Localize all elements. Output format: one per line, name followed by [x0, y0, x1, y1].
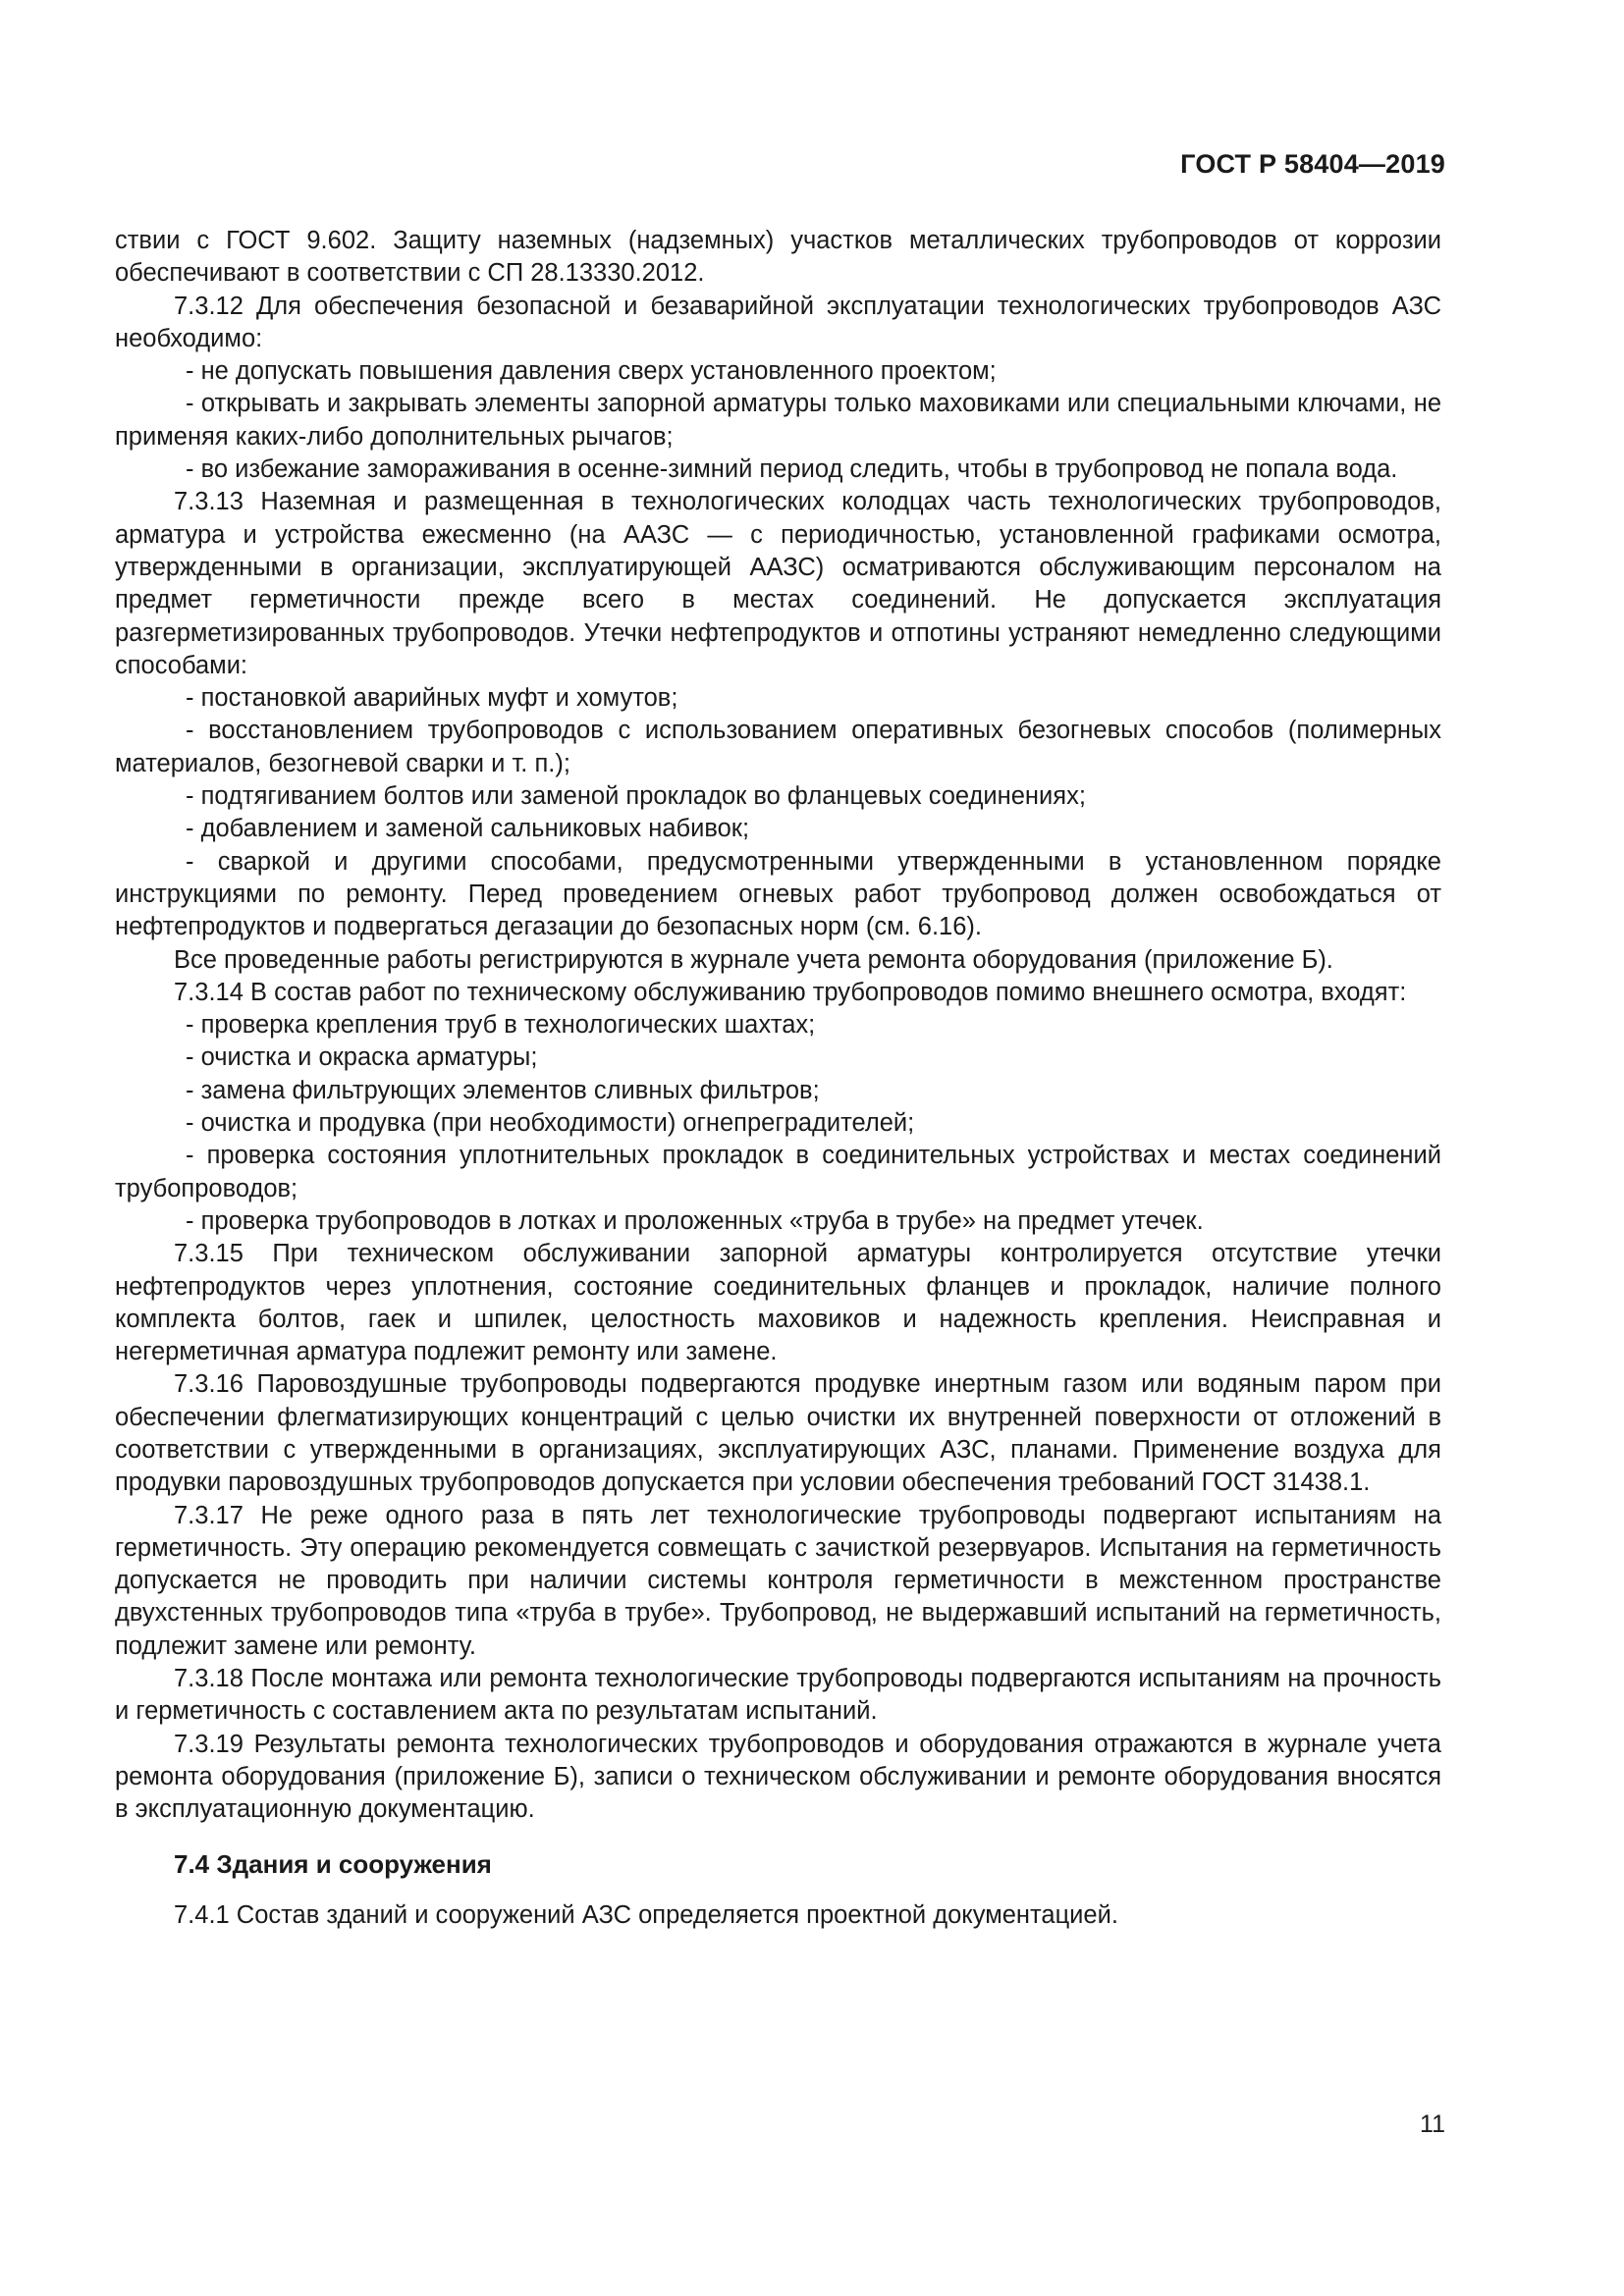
list-item: - восстановлением трубопроводов с использованием оперативных безогневых способов (полимерных материалов, безогневой сварки и т. п.); [115, 717, 1441, 777]
section-heading: 7.4 Здания и сооружения [174, 1848, 492, 1879]
list-item: - открывать и закрывать элементы запорной арматуры только маховиками или специальными ключами, не применяя каких-либо дополнительных рычагов; [115, 390, 1441, 451]
list-item: - проверка крепления труб в технологических шахтах; [186, 1011, 816, 1040]
document-body [115, 225, 1441, 1932]
clause-7-3-13: 7.3.13 Наземная и размещенная в технологических колодцах часть технологических трубопроводов, арматура и устройства ежесменно (на ААЗС — с периодичностью, установленной графиками осмотра, утвержденными в организации, эксплуатирующей ААЗС) осматриваются обслуживающим персоналом на предмет герметичности прежде всего в местах соединений. Не допускается эксплуатация разгерметизированных трубопроводов. Утечки нефтепродуктов и отпотины устраняют немедленно следующими способами: [115, 488, 1441, 679]
paragraph-continuation: ствии с ГОСТ 9.602. Защиту наземных (надземных) участков металлических трубопроводов от коррозии обеспечивают в соответствии с СП 28.13330.2012. [115, 227, 1441, 288]
clause-7-3-18: 7.3.18 После монтажа или ремонта технологические трубопроводы подвергаются испытаниям на прочность и герметичность с составлением акта по результатам испытаний. [115, 1665, 1441, 1726]
document-header: ГОСТ Р 58404—2019 [1180, 149, 1445, 179]
clause-7-3-17: 7.3.17 Не реже одного раза в пять лет технологические трубопроводы подвергают испытаниям на герметичность. Эту операцию рекомендуется совмещать с зачисткой резервуаров. Испытания на герметичность допускается не проводить при наличии системы контроля герметичности в межстенном пространстве двухстенных трубопроводов типа «труба в трубе». Трубопровод, не выдержавший испытаний на герметичность, подлежит замене или ремонту. [115, 1501, 1441, 1660]
list-item: - постановкой аварийных муфт и хомутов; [186, 684, 678, 713]
list-item: - сваркой и другими способами, предусмотренными утвержденными в установленном порядке инструкциями по ремонту. Перед проведением огневых работ трубопровод должен освобождаться от нефтепродуктов и подвергаться дегазации до безопасных норм (см. 6.16). [115, 847, 1441, 941]
clause-7-3-19: 7.3.19 Результаты ремонта технологических трубопроводов и оборудования отражаются в журнале учета ремонта оборудования (приложение Б), записи о техническом обслуживании и ремонте оборудования вносятся в эксплуатационную документацию. [115, 1730, 1441, 1824]
clause-7-4-1: 7.4.1 Состав зданий и сооружений АЗС определяется проектной документацией. [174, 1900, 1118, 1929]
clause-7-3-16: 7.3.16 Паровоздушные трубопроводы подвергаются продувке инертным газом или водяным паром при обеспечении флегматизирующих концентраций с целью очистки их внутренней поверхности от отложений в соответствии с утвержденными в организациях, эксплуатирующих АЗС, планами. Применение воздуха для продувки паровоздушных трубопроводов допускается при условии обеспечения требований ГОСТ 31438.1. [115, 1370, 1441, 1497]
list-item: - очистка и продувка (при необходимости) огнепреградителей; [186, 1109, 915, 1138]
page-number: 11 [1420, 2110, 1445, 2138]
list-item: - проверка состояния уплотнительных прокладок в соединительных устройствах и местах соединений трубопроводов; [115, 1142, 1441, 1202]
list-item: - добавлением и заменой сальниковых набивок; [186, 815, 750, 843]
clause-7-3-15: 7.3.15 При техническом обслуживании запорной арматуры контролируется отсутствие утечки нефтепродуктов через уплотнения, состояние соединительных фланцев и прокладок, наличие полного комплекта болтов, гаек и шпилек, целостность маховиков и надежность крепления. Неисправная и негерметичная арматура подлежит ремонту или замене. [115, 1240, 1441, 1366]
clause-7-3-12: 7.3.12 Для обеспечения безопасной и безаварийной эксплуатации технологических трубопроводов АЗС необходимо: [115, 292, 1441, 352]
list-item: - во избежание замораживания в осенне-зимний период следить, чтобы в трубопровод не попала вода. [186, 455, 1398, 484]
list-item: - очистка и окраска арматуры; [186, 1043, 538, 1072]
list-item: - подтягиванием болтов или заменой прокладок во фланцевых соединениях; [186, 782, 1086, 811]
list-item: - проверка трубопроводов в лотках и проложенных «труба в трубе» на предмет утечек. [186, 1206, 1204, 1235]
list-item: - не допускать повышения давления сверх установленного проектом; [186, 357, 997, 386]
clause-7-3-14: 7.3.14 В состав работ по техническому обслуживанию трубопроводов помимо внешнего осмотра, входят: [174, 978, 1407, 1006]
list-item: - замена фильтрующих элементов сливных фильтров; [186, 1076, 820, 1104]
paragraph-registration: Все проведенные работы регистрируются в журнале учета ремонта оборудования (приложение Б). [174, 945, 1333, 974]
